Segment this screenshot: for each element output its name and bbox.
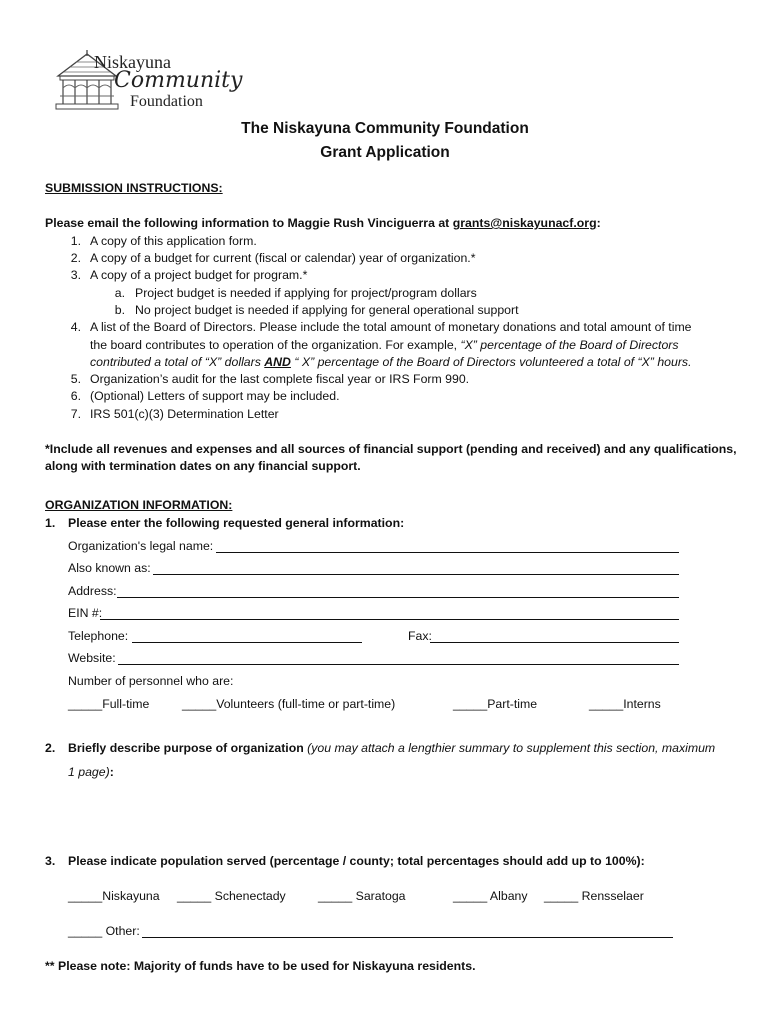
aka-label: Also known as: <box>68 561 151 575</box>
county-niskayuna[interactable]: _____Niskayuna <box>68 889 160 903</box>
list-number: 2. <box>70 251 81 265</box>
county-albany[interactable]: _____ Albany <box>453 889 528 903</box>
address-field[interactable] <box>117 597 679 598</box>
continuation-italic: “ X” percentage of the Board of Directors volunteered a total of “X” hours. <box>290 355 692 369</box>
list-item-continuation <box>90 338 679 352</box>
list-number: 5. <box>70 372 81 386</box>
ein-label: EIN #: <box>68 606 103 620</box>
list-subletter: a. <box>114 286 125 300</box>
list-item: A copy of this application form. <box>90 234 257 248</box>
personnel-full-time[interactable]: _____Full-time <box>68 697 150 711</box>
logo-text-niskayuna: Niskayuna <box>94 52 171 72</box>
logo-text-community: Community <box>114 68 243 93</box>
continuation-emphasis: AND <box>264 355 291 369</box>
list-number: 7. <box>70 407 81 421</box>
list-item: Organization’s audit for the last complete fiscal year or IRS Form 990. <box>90 372 470 386</box>
county-schenectady[interactable]: _____ Schenectady <box>177 889 286 903</box>
list-item: A copy of a budget for current (fiscal or calendar) year of organization.* <box>90 251 476 265</box>
list-item: IRS 501(c)(3) Determination Letter <box>90 407 279 421</box>
question-2-italic-end: 1 page) <box>68 765 110 779</box>
telephone-label: Telephone: <box>68 629 129 643</box>
email-link[interactable]: grants@niskayunacf.org <box>452 216 597 230</box>
list-number: 4. <box>70 320 81 334</box>
ein-field[interactable] <box>100 619 679 620</box>
continuation-text: the board contributes to operation of the organization. For example, <box>90 338 461 352</box>
submission-intro <box>45 216 601 230</box>
question-2-italic: (you may attach a lengthier summary to supplement this section, maximum <box>307 741 716 755</box>
list-item: (Optional) Letters of support may be included. <box>90 389 340 403</box>
list-subletter: b. <box>114 303 125 317</box>
page-subtitle: Grant Application <box>320 144 450 161</box>
logo-text-foundation: Foundation <box>130 93 203 110</box>
personnel-label: Number of personnel who are: <box>68 674 234 688</box>
county-saratoga[interactable]: _____ Saratoga <box>318 889 406 903</box>
address-label: Address: <box>68 584 117 598</box>
continuation-italic: contributed a total of “X” dollars <box>90 355 265 369</box>
personnel-part-time[interactable]: _____Part-time <box>453 697 538 711</box>
intro-colon: : <box>596 216 601 230</box>
org-info-heading: ORGANIZATION INFORMATION: <box>45 498 233 512</box>
telephone-field[interactable] <box>132 642 362 643</box>
continuation-italic: “X” percentage of the Board of Directors <box>460 338 679 352</box>
foundation-logo <box>52 48 243 114</box>
financial-note-line1: *Include all revenues and expenses and all sources of financial support (pending and received) and any qualifications, <box>45 442 737 456</box>
legal-name-field[interactable] <box>216 552 679 553</box>
personnel-volunteers[interactable]: _____Volunteers (full-time or part-time) <box>182 697 396 711</box>
question-2-text <box>68 741 715 755</box>
list-number: 3. <box>70 268 81 282</box>
fax-field[interactable] <box>430 642 679 643</box>
question-3-number: 3. <box>45 854 56 868</box>
list-item: A list of the Board of Directors. Please include the total amount of monetary donations and total amount of time <box>90 320 692 334</box>
final-note: ** Please note: Majority of funds have to be used for Niskayuna residents. <box>45 959 476 973</box>
question-3-text: Please indicate population served (percentage / county; total percentages should add up to 100%): <box>68 854 645 868</box>
website-field[interactable] <box>118 664 679 665</box>
list-subitem: Project budget is needed if applying for project/program dollars <box>135 286 477 300</box>
question-2-number: 2. <box>45 741 56 755</box>
list-number: 6. <box>70 389 81 403</box>
list-item: A copy of a project budget for program.* <box>90 268 308 282</box>
question-2-bold: Briefly describe purpose of organization <box>68 741 308 755</box>
legal-name-label: Organization's legal name: <box>68 539 214 553</box>
list-number: 1. <box>70 234 81 248</box>
list-subitem: No project budget is needed if applying for general operational support <box>135 303 519 317</box>
county-rensselaer[interactable]: _____ Rensselaer <box>544 889 644 903</box>
aka-field[interactable] <box>153 574 679 575</box>
other-field[interactable] <box>142 937 673 938</box>
submission-heading: SUBMISSION INSTRUCTIONS: <box>45 181 223 195</box>
personnel-interns[interactable]: _____Interns <box>589 697 661 711</box>
question-1-text: Please enter the following requested general information: <box>68 516 405 530</box>
question-1-number: 1. <box>45 516 56 530</box>
question-2-colon: : <box>109 765 114 779</box>
question-2-continuation <box>68 765 114 779</box>
other-label: _____ Other: <box>68 924 140 938</box>
intro-text: Please email the following information to Maggie Rush Vinciguerra at <box>45 216 453 230</box>
financial-note-line2: along with termination dates on any financial support. <box>45 459 361 473</box>
page-title: The Niskayuna Community Foundation <box>241 120 529 137</box>
website-label: Website: <box>68 651 116 665</box>
fax-label: Fax: <box>408 629 432 643</box>
list-item-continuation <box>90 355 692 369</box>
